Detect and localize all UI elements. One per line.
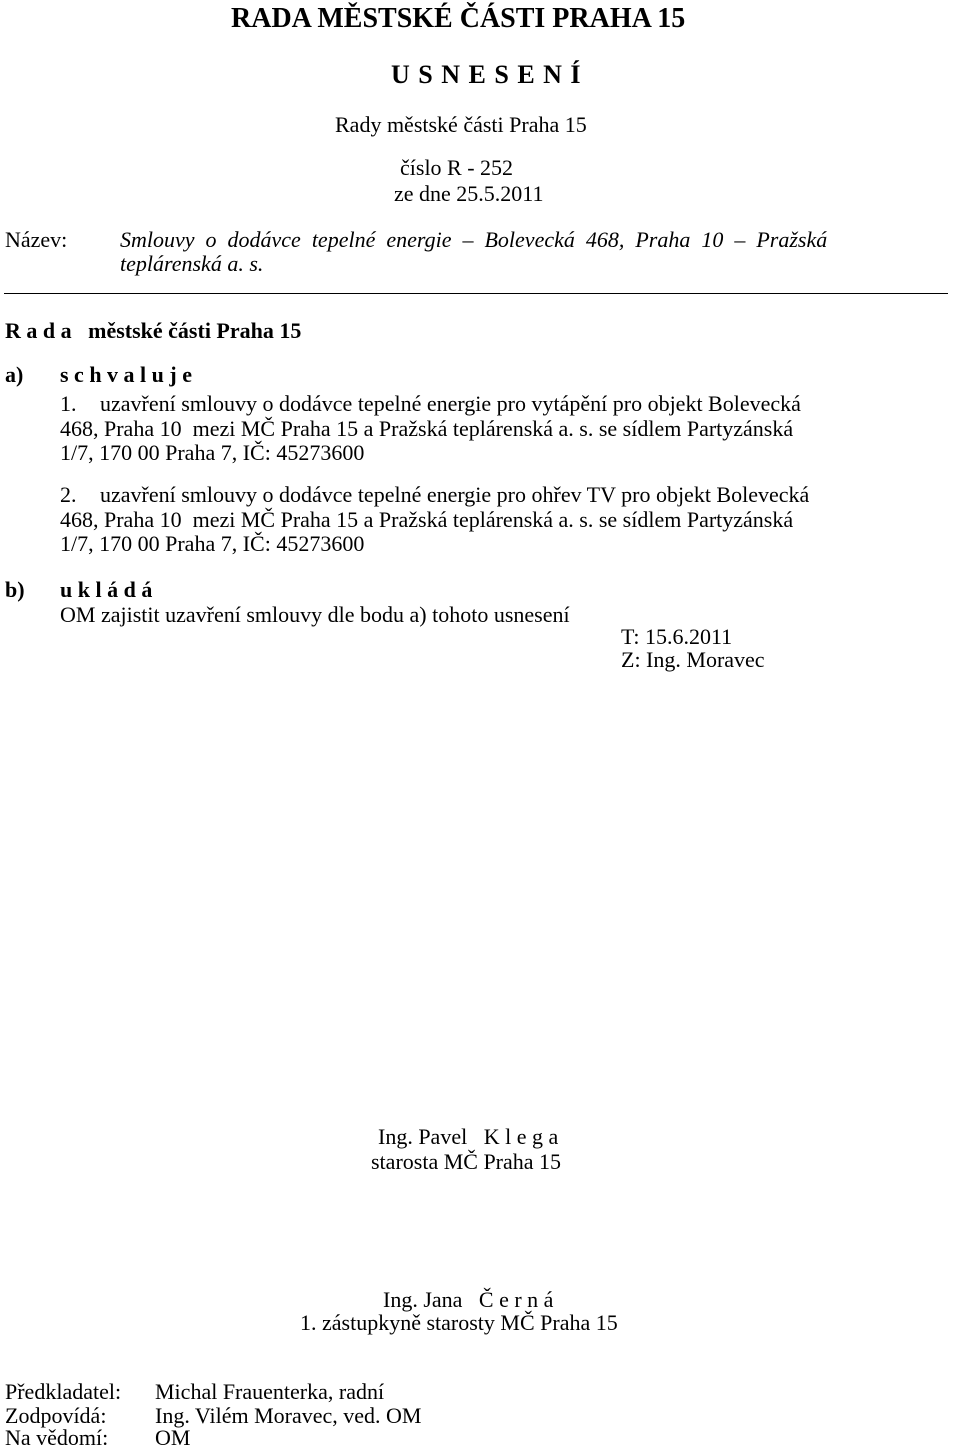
resolution-date: ze dne 25.5.2011 — [394, 181, 544, 206]
section-a-heading: s c h v a l u j e — [60, 362, 192, 387]
subject-line-1: Smlouvy o dodávce tepelné energie – Bolevecká 468, Praha 10 – Pražská — [120, 227, 828, 252]
section-b-heading: u k l á d á — [60, 577, 153, 602]
deadline: T: 15.6.2011 — [621, 624, 733, 649]
footer-responsible-label: Zodpovídá: — [5, 1403, 107, 1428]
council-heading: R a d a městské části Praha 15 — [5, 318, 302, 343]
section-b-marker: b) — [5, 577, 25, 602]
signature-2-role: 1. zástupkyně starosty MČ Praha 15 — [300, 1310, 618, 1335]
section-a-marker: a) — [5, 362, 24, 387]
item-1-number: 1. — [60, 391, 77, 416]
footer-notified-label: Na vědomí: — [5, 1425, 109, 1450]
item-2-line-1: uzavření smlouvy o dodávce tepelné energie pro ohřev TV pro objekt Bolevecká — [100, 482, 810, 507]
subject-line-2: teplárenská a. s. — [120, 251, 264, 276]
item-1-line-1: uzavření smlouvy o dodávce tepelné energie pro vytápění pro objekt Bolevecká — [100, 391, 801, 416]
council-title: RADA MĚSTSKÉ ČÁSTI PRAHA 15 — [231, 3, 686, 34]
signature-1-role: starosta MČ Praha 15 — [371, 1149, 562, 1174]
responsible-person: Z: Ing. Moravec — [621, 647, 765, 672]
item-2-number: 2. — [60, 482, 77, 507]
signature-2-name: Ing. Jana Č e r n á — [383, 1287, 554, 1312]
resolution-number: číslo R - 252 — [400, 155, 514, 180]
item-2-line-2: 468, Praha 10 mezi MČ Praha 15 a Pražská teplárenská a. s. se sídlem Partyzánská — [60, 507, 794, 532]
footer-responsible-value: Ing. Vilém Moravec, ved. OM — [155, 1403, 422, 1428]
section-b-text: OM zajistit uzavření smlouvy dle bodu a) tohoto usnesení — [60, 602, 570, 627]
item-1-line-2: 468, Praha 10 mezi MČ Praha 15 a Pražská teplárenská a. s. se sídlem Partyzánská — [60, 416, 794, 441]
item-2-line-3: 1/7, 170 00 Praha 7, IČ: 45273600 — [60, 531, 365, 556]
footer-notified-value: OM — [155, 1425, 191, 1450]
item-1-line-3: 1/7, 170 00 Praha 7, IČ: 45273600 — [60, 440, 365, 465]
signature-1-name: Ing. Pavel K l e g a — [378, 1124, 559, 1149]
issuer: Rady městské části Praha 15 — [335, 112, 587, 137]
subject-label: Název: — [5, 227, 68, 252]
footer-submitter-value: Michal Frauenterka, radní — [155, 1379, 385, 1404]
document-type: U S N E S E N Í — [391, 60, 582, 89]
horizontal-rule — [4, 293, 948, 294]
footer-submitter-label: Předkladatel: — [5, 1379, 122, 1404]
